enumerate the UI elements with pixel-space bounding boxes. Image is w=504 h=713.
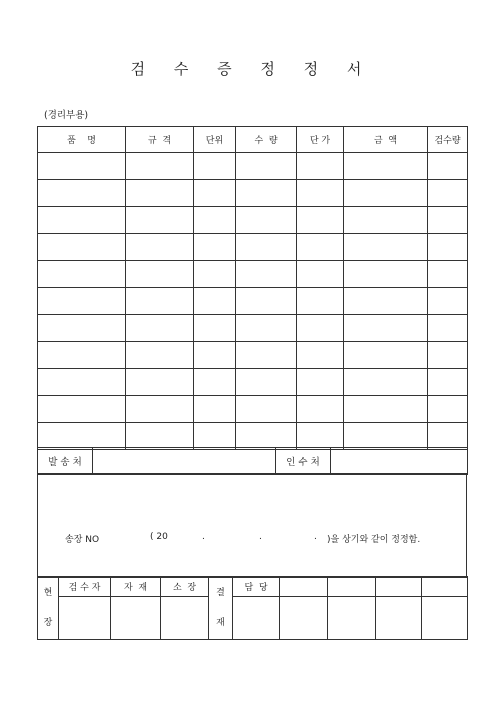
table-row xyxy=(38,396,468,423)
table-cell[interactable] xyxy=(126,342,194,369)
table-cell[interactable] xyxy=(297,369,344,396)
table-cell[interactable] xyxy=(194,423,236,450)
receiver-label: 인 수 처 xyxy=(276,448,331,475)
table-cell[interactable] xyxy=(428,234,468,261)
table-cell[interactable] xyxy=(236,261,297,288)
table-cell[interactable] xyxy=(38,315,126,342)
table-row xyxy=(38,288,468,315)
table-cell[interactable] xyxy=(194,369,236,396)
table-cell[interactable] xyxy=(38,261,126,288)
table-cell[interactable] xyxy=(194,315,236,342)
table-row xyxy=(38,315,468,342)
table-cell[interactable] xyxy=(297,153,344,180)
items-header-row xyxy=(38,127,468,153)
table-cell[interactable] xyxy=(194,396,236,423)
approval-sign-box-4[interactable] xyxy=(422,597,468,640)
chief-label: 소 장 xyxy=(161,577,209,597)
table-cell[interactable] xyxy=(236,369,297,396)
table-row xyxy=(38,261,468,288)
table-cell[interactable] xyxy=(297,315,344,342)
table-cell[interactable] xyxy=(344,423,428,450)
table-cell[interactable] xyxy=(344,261,428,288)
chief-sign-box[interactable] xyxy=(161,597,209,640)
manager-sign-box[interactable] xyxy=(233,597,280,640)
page-title: 검 수 증 정 정 서 xyxy=(130,60,374,78)
table-cell[interactable] xyxy=(344,180,428,207)
table-row xyxy=(38,180,468,207)
items-table xyxy=(37,126,468,450)
approval-sign-box-2[interactable] xyxy=(328,597,376,640)
table-row xyxy=(38,207,468,234)
table-cell[interactable] xyxy=(194,207,236,234)
inspector-label: 검 수 자 xyxy=(59,577,111,597)
table-cell[interactable] xyxy=(428,261,468,288)
sender-field[interactable] xyxy=(93,448,276,475)
table-cell[interactable] xyxy=(194,342,236,369)
table-cell[interactable] xyxy=(428,180,468,207)
material-sign-box[interactable] xyxy=(111,597,161,640)
approval-label-2: 재 xyxy=(216,618,225,628)
table-cell[interactable] xyxy=(297,261,344,288)
table-row xyxy=(38,342,468,369)
table-cell[interactable] xyxy=(236,315,297,342)
approval-header-blank-1 xyxy=(280,577,328,597)
table-cell[interactable] xyxy=(38,423,126,450)
table-cell[interactable] xyxy=(194,234,236,261)
table-cell[interactable] xyxy=(126,423,194,450)
table-cell[interactable] xyxy=(126,207,194,234)
table-cell[interactable] xyxy=(38,234,126,261)
header-amount: 금 액 xyxy=(344,127,428,153)
header-item-name: 품 명 xyxy=(38,127,126,153)
table-cell[interactable] xyxy=(428,288,468,315)
table-cell[interactable] xyxy=(297,342,344,369)
table-cell[interactable] xyxy=(38,342,126,369)
date-dot-1: . xyxy=(202,531,205,542)
notice-text: )을 상기와 같이 정정함. xyxy=(327,534,421,545)
table-cell[interactable] xyxy=(297,180,344,207)
sender-receiver-table xyxy=(37,447,468,475)
header-quantity: 수 량 xyxy=(236,127,297,153)
table-cell[interactable] xyxy=(344,234,428,261)
signature-table xyxy=(37,576,468,640)
table-cell[interactable] xyxy=(38,153,126,180)
table-cell[interactable] xyxy=(126,153,194,180)
table-cell[interactable] xyxy=(126,234,194,261)
table-row xyxy=(38,369,468,396)
material-label: 자 재 xyxy=(111,577,161,597)
table-cell[interactable] xyxy=(428,207,468,234)
table-cell[interactable] xyxy=(126,261,194,288)
table-cell[interactable] xyxy=(297,288,344,315)
approval-sign-box-1[interactable] xyxy=(280,597,328,640)
table-cell[interactable] xyxy=(297,396,344,423)
table-cell[interactable] xyxy=(428,396,468,423)
table-cell[interactable] xyxy=(236,153,297,180)
table-cell[interactable] xyxy=(194,153,236,180)
date-open: ( 20 xyxy=(150,531,168,542)
header-spec: 규 격 xyxy=(126,127,194,153)
table-row xyxy=(38,423,468,450)
table-cell[interactable] xyxy=(236,207,297,234)
table-cell[interactable] xyxy=(38,180,126,207)
approval-header-blank-4 xyxy=(422,577,468,597)
table-cell[interactable] xyxy=(38,207,126,234)
table-row xyxy=(38,153,468,180)
table-cell[interactable] xyxy=(38,288,126,315)
table-cell[interactable] xyxy=(344,288,428,315)
table-cell[interactable] xyxy=(428,315,468,342)
table-cell[interactable] xyxy=(297,207,344,234)
approval-label xyxy=(209,577,233,640)
department-subtitle: (경리부용) xyxy=(44,110,89,121)
table-cell[interactable] xyxy=(38,369,126,396)
table-cell[interactable] xyxy=(236,180,297,207)
table-cell[interactable] xyxy=(428,342,468,369)
field-label-2: 장 xyxy=(43,618,53,628)
table-cell[interactable] xyxy=(344,342,428,369)
correction-notice xyxy=(38,474,467,578)
table-cell[interactable] xyxy=(236,288,297,315)
table-cell[interactable] xyxy=(428,369,468,396)
date-dot-3: . xyxy=(314,531,317,542)
approval-sign-box-3[interactable] xyxy=(376,597,422,640)
table-cell[interactable] xyxy=(126,396,194,423)
table-cell[interactable] xyxy=(126,369,194,396)
sender-label: 발 송 처 xyxy=(38,448,93,475)
table-cell[interactable] xyxy=(344,396,428,423)
header-unit: 단위 xyxy=(194,127,236,153)
approval-header-blank-3 xyxy=(376,577,422,597)
table-cell[interactable] xyxy=(126,288,194,315)
manager-label: 담 당 xyxy=(233,577,280,597)
table-cell[interactable] xyxy=(428,423,468,450)
table-cell[interactable] xyxy=(194,180,236,207)
table-cell[interactable] xyxy=(428,153,468,180)
table-cell[interactable] xyxy=(236,234,297,261)
table-cell[interactable] xyxy=(236,342,297,369)
table-cell[interactable] xyxy=(297,423,344,450)
table-cell[interactable] xyxy=(344,315,428,342)
table-cell[interactable] xyxy=(194,261,236,288)
table-cell[interactable] xyxy=(344,153,428,180)
table-cell[interactable] xyxy=(344,207,428,234)
correction-notice-table xyxy=(37,473,467,578)
field-label-1: 현 xyxy=(43,588,53,598)
table-cell[interactable] xyxy=(38,396,126,423)
approval-label-1: 결 xyxy=(216,588,225,598)
table-cell[interactable] xyxy=(194,288,236,315)
header-inspected-qty: 검수량 xyxy=(428,127,468,153)
table-cell[interactable] xyxy=(126,180,194,207)
approval-header-blank-2 xyxy=(328,577,376,597)
header-unit-price: 단 가 xyxy=(297,127,344,153)
field-label xyxy=(38,577,59,640)
invoice-label: 송장 NO xyxy=(65,534,100,545)
table-cell[interactable] xyxy=(236,423,297,450)
table-cell[interactable] xyxy=(236,396,297,423)
inspector-sign-box[interactable] xyxy=(59,597,111,640)
receiver-field[interactable] xyxy=(331,448,468,475)
table-cell[interactable] xyxy=(344,369,428,396)
table-cell[interactable] xyxy=(126,315,194,342)
date-dot-2: . xyxy=(259,531,262,542)
table-row xyxy=(38,234,468,261)
table-cell[interactable] xyxy=(297,234,344,261)
